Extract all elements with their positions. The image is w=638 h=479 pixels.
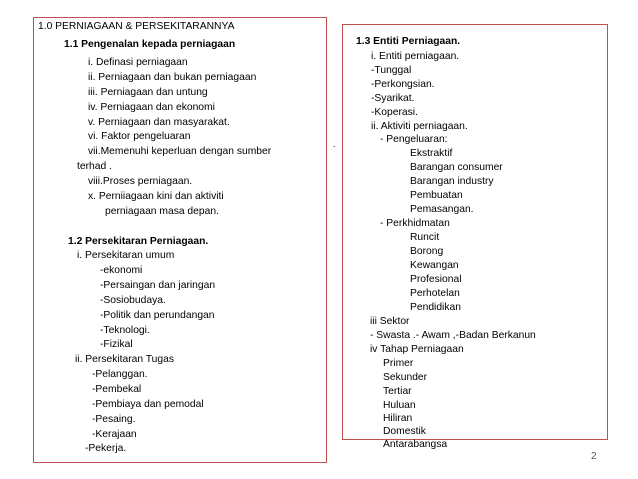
outline-item: iii Sektor (370, 316, 410, 327)
chapter-heading: 1.0 PERNIAGAAN & PERSEKITARANNYA (38, 21, 235, 32)
outline-item: iv Tahap Perniagaan (370, 344, 464, 355)
outline-leaf: Domestik (383, 426, 426, 437)
outline-subitem: -Kerajaan (92, 429, 137, 440)
section-heading: 1.1 Pengenalan kepada perniagaan (64, 39, 236, 50)
outline-item: v. Perniagaan dan masyarakat. (88, 117, 230, 128)
outline-item: vii.Memenuhi keperluan dengan sumber (88, 146, 272, 157)
outline-subitem: -Sosiobudaya. (100, 295, 166, 306)
outline-leaf: Huluan (383, 400, 416, 411)
outline-subitem: -Fizikal (100, 339, 133, 350)
outline-leaf: Barangan industry (410, 176, 494, 187)
outline-leaf: Ekstraktif (410, 148, 453, 159)
outline-leaf: Pembuatan (410, 190, 463, 201)
outline-leaf: Kewangan (410, 260, 459, 271)
outline-item: vi. Faktor pengeluaran (88, 131, 191, 142)
outline-leaf: Tertiar (383, 386, 412, 397)
outline-item-continued: perniagaan masa depan. (105, 206, 219, 217)
outline-subitem: -Pembekal (92, 384, 142, 395)
outline-subitem: -Pelanggan. (92, 369, 148, 380)
outline-leaf: Sekunder (383, 372, 428, 383)
outline-item: iii. Perniagaan dan untung (88, 87, 208, 98)
outline-subitem: -Koperasi. (371, 107, 418, 118)
outline-subitem: - Perkhidmatan (380, 218, 450, 229)
outline-subitem: -Pekerja. (85, 443, 127, 454)
outline-leaf: Pendidikan (410, 302, 461, 313)
outline-leaf: Pemasangan. (410, 204, 474, 215)
outline-subitem: - Swasta .- Awam ,-Badan Berkanun (370, 330, 536, 341)
outline-subitem: -Pembiaya dan pemodal (92, 399, 204, 410)
outline-item: ii. Aktiviti perniagaan. (371, 121, 468, 132)
outline-subitem: -Persaingan dan jaringan (100, 280, 216, 291)
outline-subitem: -Pesaing. (92, 414, 136, 425)
outline-leaf: Runcit (410, 232, 440, 243)
outline-subitem: -ekonomi (100, 265, 143, 276)
outline-subitem: -Teknologi. (100, 325, 150, 336)
outline-item: i. Entiti perniagaan. (371, 51, 460, 62)
outline-leaf: Profesional (410, 274, 462, 285)
outline-leaf: Primer (383, 358, 414, 369)
outline-leaf: Barangan consumer (410, 162, 503, 173)
outline-leaf: Perhotelan (410, 288, 460, 299)
outline-item: ii. Perniagaan dan bukan perniagaan (88, 72, 257, 83)
outline-item: viii.Proses perniagaan. (88, 176, 193, 187)
outline-item: i. Persekitaran umum (77, 250, 175, 261)
outline-item: x. Perniiagaan kini dan aktiviti (88, 191, 224, 202)
outline-subitem: -Tunggal (371, 65, 412, 76)
outline-subitem: -Politik dan perundangan (100, 310, 215, 321)
outline-item: iv. Perniagaan dan ekonomi (88, 102, 215, 113)
outline-subitem: - Pengeluaran: (380, 134, 448, 145)
separator-dot: . (333, 139, 336, 149)
section-heading: 1.2 Persekitaran Perniagaan. (68, 236, 209, 247)
outline-item-continued: terhad . (77, 161, 112, 172)
outline-leaf: Borong (410, 246, 444, 257)
outline-item: i. Definasi perniagaan (88, 57, 188, 68)
outline-item: ii. Persekitaran Tugas (75, 354, 175, 365)
outline-leaf: Antarabangsa (383, 439, 448, 450)
section-heading: 1.3 Entiti Perniagaan. (356, 36, 461, 47)
outline-subitem: -Perkongsian. (371, 79, 435, 90)
outline-leaf: Hiliran (383, 413, 413, 424)
outline-subitem: -Syarikat. (371, 93, 415, 104)
page-number: 2 (591, 451, 597, 462)
